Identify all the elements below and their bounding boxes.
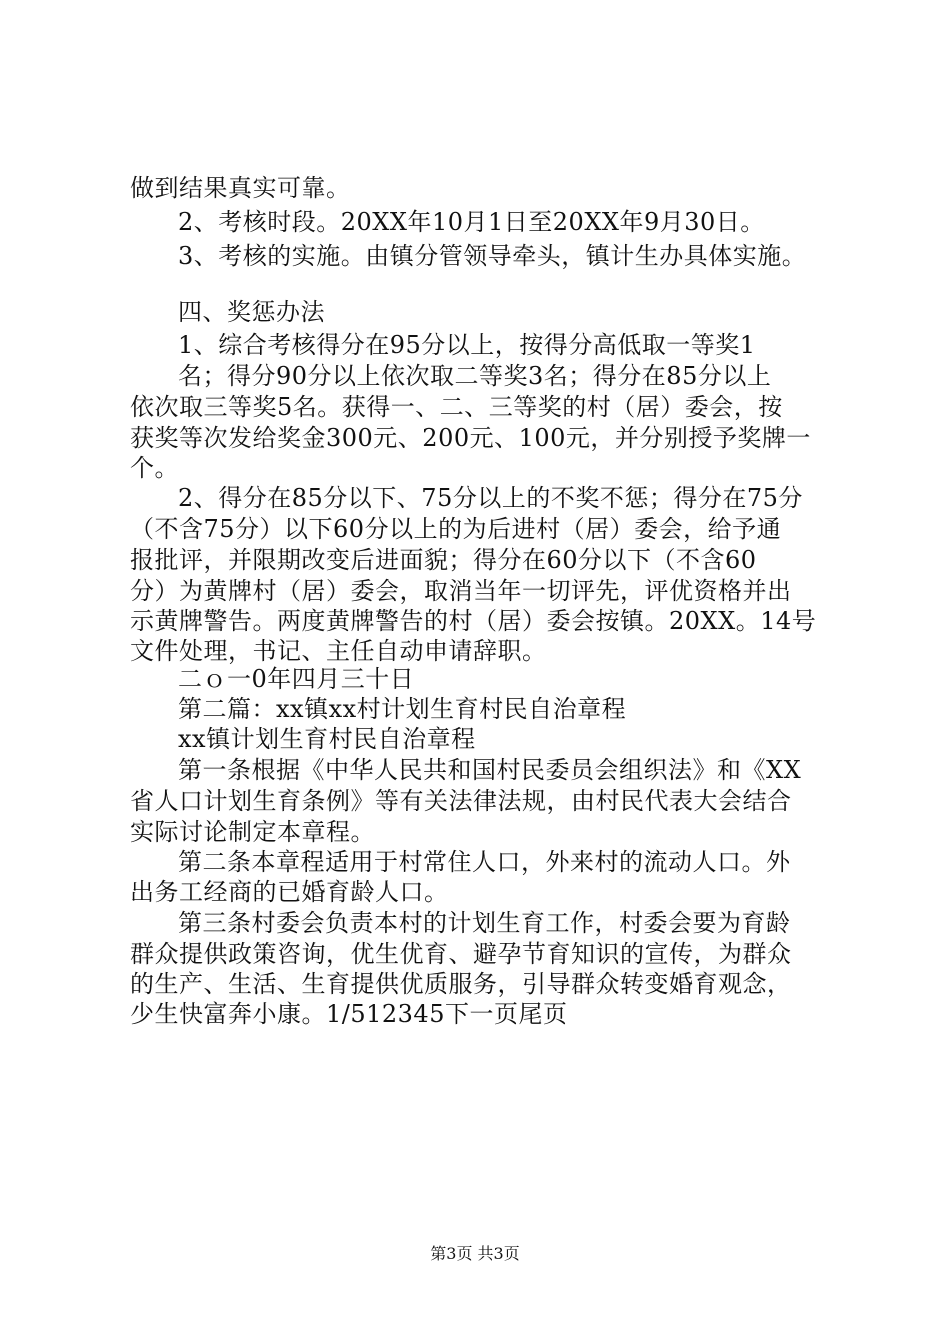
- date-line: 二ｏ一0年四月三十日: [178, 665, 415, 693]
- doc-title: xx镇计划生育村民自治章程: [178, 725, 476, 753]
- text-line: 实际讨论制定本章程。: [130, 818, 375, 846]
- text-line: 第二条本章程适用于村常住人口，外来村的流动人口。外: [178, 848, 791, 876]
- text-line: 的生产、生活、生育提供优质服务，引导群众转变婚育观念，: [130, 970, 792, 998]
- text-line: 1、综合考核得分在95分以上，按得分高低取一等奖1: [178, 331, 756, 359]
- text-line: 依次取三等奖5名。获得一、二、三等奖的村（居）委会，按: [130, 393, 783, 421]
- text-line: （不含75分）以下60分以上的为后进村（居）委会，给予通: [130, 515, 782, 543]
- text-line: 分）为黄牌村（居）委会，取消当年一切评先，评优资格并出: [130, 577, 792, 605]
- text-line: 获奖等次发给奖金300元、200元、100元，并分别授予奖牌一: [130, 424, 811, 452]
- text-line: 3、考核的实施。由镇分管领导牵头，镇计生办具体实施。: [178, 242, 807, 270]
- text-line: 示黄牌警告。两度黄牌警告的村（居）委会按镇。20XX。14号: [130, 607, 817, 635]
- text-line: 报批评，并限期改变后进面貌；得分在60分以下（不含60: [130, 546, 757, 574]
- text-line: 省人口计划生育条例》等有关法律法规，由村民代表大会结合: [130, 787, 792, 815]
- section-heading: 四、奖惩办法: [178, 298, 325, 326]
- page-footer: 第3页 共3页: [430, 1244, 520, 1263]
- text-line: 个。: [130, 454, 179, 482]
- text-line: 第一条根据《中华人民共和国村民委员会组织法》和《XX: [178, 756, 802, 784]
- text-line: 出务工经商的已婚育龄人口。: [130, 878, 449, 906]
- text-line: 做到结果真实可靠。: [130, 174, 351, 202]
- text-line: 第三条村委会负责本村的计划生育工作，村委会要为育龄: [178, 909, 791, 937]
- text-line: 文件处理，书记、主任自动申请辞职。: [130, 637, 547, 665]
- text-line: 2、得分在85分以下、75分以上的不奖不惩；得分在75分: [178, 484, 803, 512]
- text-line: 少生快富奔小康。1/512345下一页尾页: [130, 1000, 568, 1028]
- chapter-heading: 第二篇：xx镇xx村计划生育村民自治章程: [178, 695, 627, 723]
- text-line: 群众提供政策咨询，优生优育、避孕节育知识的宣传，为群众: [130, 940, 792, 968]
- text-line: 2、考核时段。20XX年10月1日至20XX年9月30日。: [178, 208, 765, 236]
- text-line: 名；得分90分以上依次取二等奖3名；得分在85分以上: [178, 362, 772, 390]
